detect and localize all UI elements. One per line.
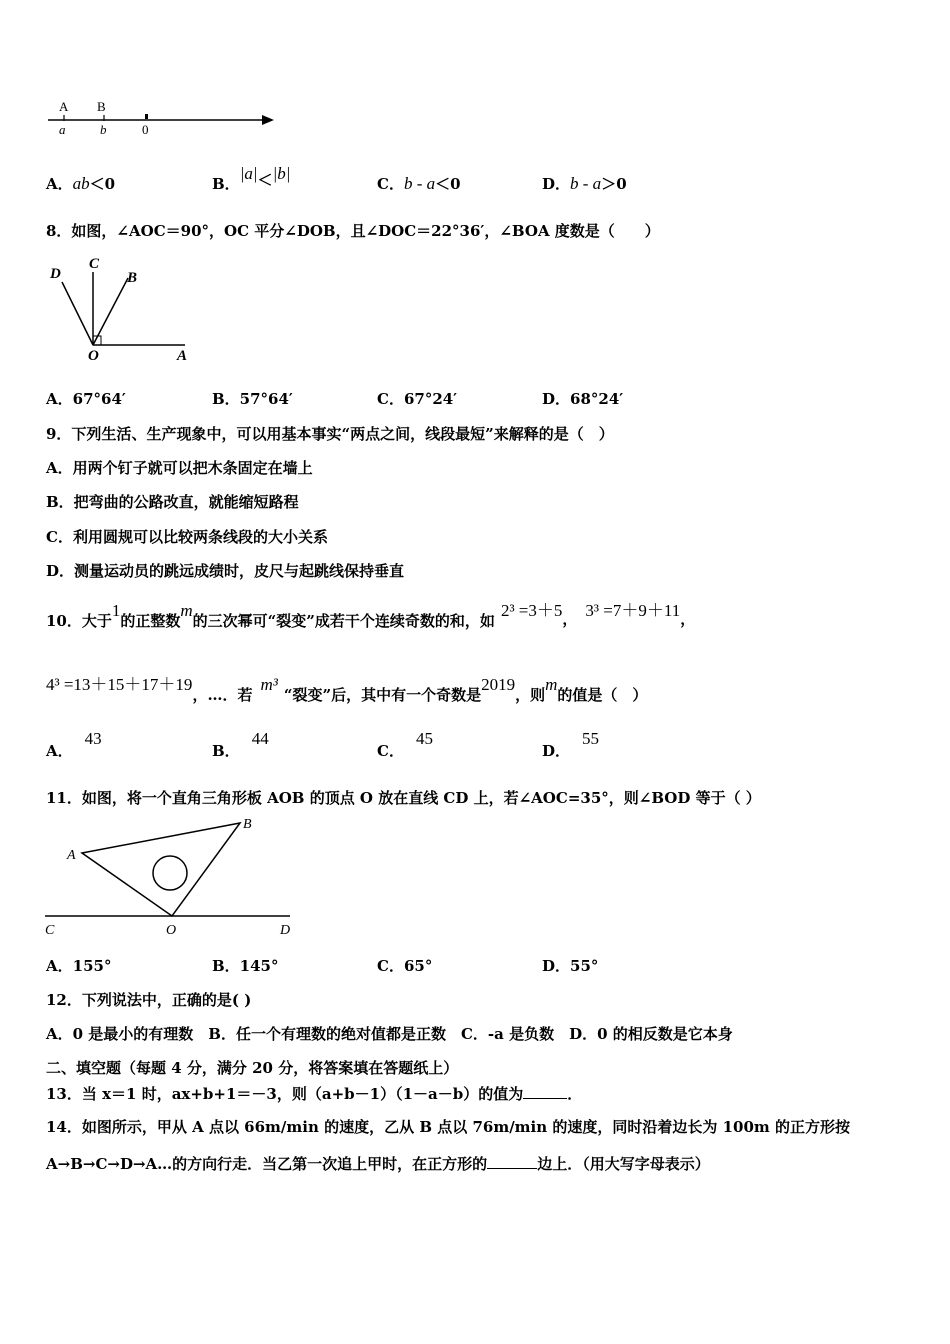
q10-line-1: 10．大于1的正整数m的三次幂可“裂变”成若干个连续奇数的和，如2³ =3＋5， 3³ =7＋9＋11，: [46, 601, 696, 630]
q11-label-D: D: [280, 923, 291, 938]
q11-triangle-figure: [40, 812, 300, 942]
origin-label: 0: [142, 122, 149, 137]
q8-label-B: B: [127, 270, 138, 286]
number-line-figure: [40, 96, 280, 140]
q14-answer-blank[interactable]: [487, 1168, 537, 1169]
q11-label-A: A: [67, 848, 76, 863]
section-2-heading: 二、填空题（每题 4 分，满分 20 分，将答案填在答题纸上）: [46, 1059, 459, 1077]
q12-stem: 12．下列说法中，正确的是( ): [46, 991, 252, 1009]
q9-stem: 9．下列生活、生产现象中，可以用基本事实“两点之间，线段最短”来解释的是（ ）: [46, 425, 614, 443]
q10-option-a: A．43: [46, 729, 102, 760]
q8-option-b: B．57°64′: [212, 390, 293, 408]
point-a-label: a: [59, 122, 66, 137]
q9-option-b: B．把弯曲的公路改直，就能缩短路程: [46, 493, 299, 511]
q11-stem: 11．如图，将一个直角三角形板 AOB 的顶点 O 放在直线 CD 上，若∠AOC=35°，则∠BOD 等于（ ）: [46, 789, 761, 807]
point-B-label: B: [97, 99, 106, 114]
q7-option-b: B．|a|＜|b|: [212, 164, 291, 193]
q10-option-c: C．45: [377, 729, 433, 760]
q8-option-d: D．68°24′: [542, 390, 624, 408]
point-A-label: A: [59, 99, 69, 114]
q14-line-2: A→B→C→D→A…的方向行走．当乙第一次追上甲时，在正方形的 边上．（用大写字母表示）: [46, 1155, 710, 1173]
q11-label-O: O: [166, 923, 177, 938]
q13-answer-blank[interactable]: [523, 1098, 567, 1099]
q11-label-C: C: [45, 923, 55, 938]
point-b-label: b: [100, 122, 107, 137]
q14-line-1: 14．如图所示，甲从 A 点以 66m/min 的速度，乙从 B 点以 76m/min 的速度，同时沿着边长为 100m 的正方形按: [46, 1118, 850, 1136]
q9-option-c: C．利用圆规可以比较两条线段的大小关系: [46, 528, 328, 546]
q10-line-2: 4³ =13＋15＋17＋19，…．若m³“裂变”后，其中有一个奇数是2019，则m的值是（ ）: [46, 675, 648, 704]
q11-option-b: B．145°: [212, 957, 279, 975]
q8-option-a: A．67°64′: [46, 390, 126, 408]
q11-option-d: D．55°: [542, 957, 599, 975]
q8-label-O: O: [88, 348, 99, 364]
q12-options: A．0 是最小的有理数 B．任一个有理数的绝对值都是正数 C．-a 是负数 D．0 的相反数是它本身: [46, 1025, 733, 1043]
q11-option-c: C．65°: [377, 957, 433, 975]
q8-label-A: A: [177, 348, 188, 364]
q7-option-c: C．b - a＜0: [377, 174, 461, 193]
q8-label-C: C: [89, 256, 100, 272]
q7-option-d: D．b - a＞0: [542, 174, 627, 193]
q8-option-c: C．67°24′: [377, 390, 458, 408]
q8-stem: 8．如图，∠AOC＝90°，OC 平分∠DOB，且∠DOC＝22°36′，∠BOA 度数是（ ）: [46, 222, 660, 240]
q8-angle-figure: [40, 250, 200, 366]
q11-label-B: B: [243, 817, 252, 832]
q8-label-D: D: [50, 266, 61, 282]
q11-option-a: A．155°: [46, 957, 112, 975]
q9-option-a: A．用两个钉子就可以把木条固定在墙上: [46, 459, 313, 477]
q9-option-d: D．测量运动员的跳远成绩时，皮尺与起跳线保持垂直: [46, 562, 405, 580]
q7-option-a: A．ab＜0: [46, 174, 116, 193]
q10-option-b: B．44: [212, 729, 269, 760]
q10-option-d: D．55: [542, 729, 600, 760]
q13-text: 13．当 x＝1 时，ax+b+1＝－3，则（a+b－1）（1－a－b）的值为 ．: [46, 1085, 583, 1103]
